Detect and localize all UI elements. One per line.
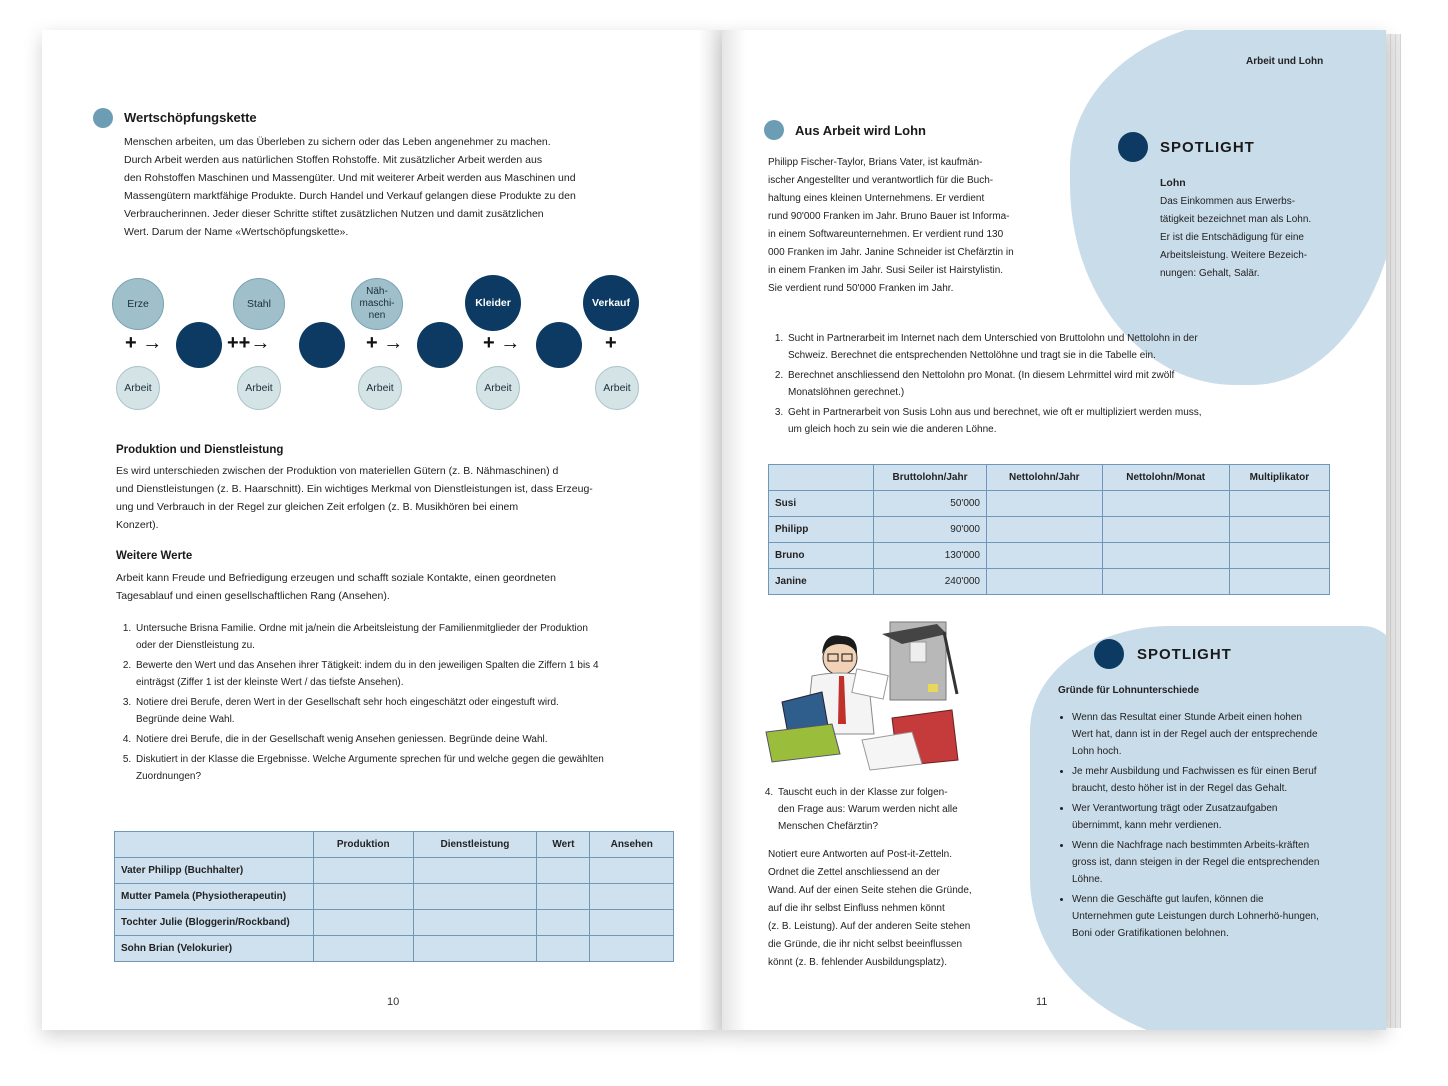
text-line: haltung eines kleinen Unternehmens. Er verdient [768,193,985,204]
section-title: Wertschöpfungskette [124,110,257,125]
table-cell[interactable] [1229,569,1329,595]
list-item: • Wenn die Nachfrage nach bestimmten Arbeits-kräften gross ist, dann steigen in der Regel die entsprechenden Löhne. [1072,837,1324,888]
task-item: 2. Berechnet anschliessend den Nettolohn pro Monat. (In diesem Lehrmittel wird mit zwölf Monatslöhnen gerechnet.) [786,367,1216,401]
table-cell[interactable] [1102,569,1229,595]
gross-salary: 240'000 [874,569,987,595]
text-line: tätigkeit bezeichnet man als Lohn. [1160,214,1312,225]
table-cell[interactable] [1102,517,1229,543]
intro-line: Wert. Darum der Name «Wertschöpfungskette». [124,226,349,238]
text-line: Tagesablauf und einen gesellschaftlichen Rang (Ansehen). [116,590,390,602]
chain-top-circle: Kleider [465,275,521,331]
task-item: 1. Untersuche Brisna Familie. Ordne mit ja/nein die Arbeitsleistung der Familienmitglieder der Produktion oder der Dienstleistung zu. [134,620,604,654]
text-line: Arbeitsleistung. Weitere Bezeich- [1160,250,1308,261]
row-label: Vater Philipp (Buchhalter) [115,858,314,884]
green-folder [766,724,840,762]
table-cell[interactable] [1102,543,1229,569]
chain-work-circle: Arbeit [237,366,281,410]
chain-work-circle: Arbeit [476,366,520,410]
table-cell[interactable] [1102,491,1229,517]
table-cell[interactable] [987,517,1103,543]
table-header: Nettolohn/Jahr [987,465,1103,491]
task-item: 5. Diskutiert in der Klasse die Ergebnisse. Welche Argumente sprechen für und welche gegen die gewählten Zuordnungen? [134,751,604,785]
table-cell[interactable] [987,543,1103,569]
table-row [769,569,1330,595]
text-line: Konzert). [116,519,159,531]
row-label: Susi [769,491,874,517]
chain-top-circle: Verkauf [583,275,639,331]
table-cell[interactable] [590,858,674,884]
row-label: Mutter Pamela (Physiotherapeutin) [115,884,314,910]
list-item: • Wenn die Geschäfte gut laufen, können die Unternehmen gute Leistungen durch Lohnerhö-hungen, Boni oder Gratifikationen belohnen. [1072,891,1324,942]
table-cell[interactable] [413,910,537,936]
board-note [910,642,926,662]
chain-work-circle: Arbeit [595,366,639,410]
text-line: ischer Angestellter und verantwortlich für die Buch- [768,175,994,186]
table-header [769,465,874,491]
table-cell[interactable] [413,858,537,884]
table-row [115,884,674,910]
spotlight-dot [1094,639,1124,669]
reasons-list [1058,709,1324,945]
values-paragraph [116,569,676,605]
list-item: • Wer Verantwortung trägt oder Zusatzaufgaben übernimmt, kann mehr verdienen. [1072,800,1324,834]
spotlight-title: Gründe für Lohnunterschiede [1058,685,1200,696]
intro-line: Verbraucherinnen. Jeder dieser Schritte stiftet zusätzlichen Nutzen und damit zusätzlichen [124,208,544,220]
text-line: (z. B. Leistung). Auf der anderen Seite stehen [768,921,971,932]
table-cell[interactable] [590,910,674,936]
table-header [115,832,314,858]
table-row [769,543,1330,569]
row-label: Sohn Brian (Velokurier) [115,936,314,962]
text-line: Philipp Fischer-Taylor, Brians Vater, ist kaufmän- [768,157,983,168]
table-cell[interactable] [314,858,414,884]
text-line: Wand. Auf der einen Seite stehen die Gründe, [768,885,972,896]
list-item: • Je mehr Ausbildung und Fachwissen es für einen Beruf braucht, desto höher ist in der Regel das Gehalt. [1072,763,1324,797]
text-line: Sie verdient rund 50'000 Franken im Jahr. [768,283,954,294]
running-head: Arbeit und Lohn [1246,56,1324,67]
table-cell[interactable] [314,884,414,910]
spotlight-label: SPOTLIGHT [1137,646,1232,663]
table-cell[interactable] [537,910,590,936]
table-row [769,491,1330,517]
task-item [776,784,1008,835]
text-line: rund 90'000 Franken im Jahr. Bruno Bauer ist Informa- [768,211,1010,222]
values-title: Weitere Werte [116,550,193,562]
gross-salary: 90'000 [874,517,987,543]
spotlight-text [1160,193,1330,283]
task-item: 2. Bewerte den Wert und das Ansehen ihrer Tätigkeit: indem du in den jeweiligen Spalten die Ziffern 1 bis 4 einträgst (Ziffer 1 ist der kleinste Wert / das tiefste Ansehen). [134,657,604,691]
table-cell[interactable] [537,858,590,884]
text-line: und Dienstleistungen (z. B. Haarschnitt). Ein wichtiges Merkmal von Dienstleistungen ist, dass Erzeug- [116,483,593,495]
chain-top-circle: Näh- maschi- nen [351,278,403,330]
plus-icon: + [605,332,617,354]
salary-table [768,464,1330,595]
text-line: Menschen Chefärztin? [778,821,879,832]
spotlight-term: Lohn [1160,177,1186,189]
table-cell[interactable] [590,884,674,910]
row-label: Tochter Julie (Bloggerin/Rockband) [115,910,314,936]
text-line: Arbeit kann Freude und Befriedigung erzeugen und schafft soziale Kontakte, einen geordneten [116,572,556,584]
task-item: 3. Notiere drei Berufe, deren Wert in der Gesellschaft sehr hoch eingeschätzt oder eingestuft wird. Begründe deine Wahl. [134,694,604,728]
plus-arrow-icon: + → [125,332,163,354]
family-work-table [114,831,674,962]
section-title: Aus Arbeit wird Lohn [795,123,926,138]
production-title: Produktion und Dienstleistung [116,444,284,456]
task-list [116,620,604,788]
text-line: die Gründe, die ihr nicht selbst beeinflussen [768,939,963,950]
chain-work-circle: Arbeit [116,366,160,410]
text-line: in einem Franken im Jahr. Susi Seiler ist Hairstylistin. [768,265,1004,276]
table-cell[interactable] [537,884,590,910]
sticky-note [928,684,938,692]
task-list [768,330,1216,441]
row-label: Janine [769,569,874,595]
text-line: Ordnet die Zettel anschliessend an der [768,867,940,878]
right-page [722,30,1386,1030]
table-row [115,858,674,884]
text-line: Er ist die Entschädigung für eine [1160,232,1304,243]
task-item: 3. Geht in Partnerarbeit von Susis Lohn aus und berechnet, wie oft er multipliziert werden muss, um gleich hoch zu sein wie die anderen Löhne. [786,404,1216,438]
chain-product-circle [299,322,345,368]
table-cell[interactable] [1229,517,1329,543]
text-line: Das Einkommen aus Erwerbs- [1160,196,1296,207]
row-label: Bruno [769,543,874,569]
table-header: Bruttolohn/Jahr [874,465,987,491]
text-line: Notiert eure Antworten auf Post-it-Zetteln. [768,849,952,860]
gross-salary: 50'000 [874,491,987,517]
intro-line: Menschen arbeiten, um das Überleben zu sichern oder das Leben angenehmer zu machen. [124,136,551,148]
section-bullet-dot [764,120,784,140]
table-cell[interactable] [413,884,537,910]
table-header-row [769,465,1330,491]
spotlight-dot [1118,132,1148,162]
table-cell[interactable] [1229,543,1329,569]
table-header: Dienstleistung [413,832,537,858]
chain-product-circle [417,322,463,368]
chain-work-circle: Arbeit [358,366,402,410]
intro-line: Massengütern marktfähige Produkte. Durch Handel und Verkauf gelangen diese Produkte zu den [124,190,576,202]
value-chain-diagram [42,30,722,450]
chain-product-circle [176,322,222,368]
text-line: Es wird unterschieden zwischen der Produktion von materiellen Gütern (z. B. Nähmaschinen) d [116,465,559,477]
spotlight-label: SPOTLIGHT [1160,139,1255,156]
table-cell[interactable] [1229,491,1329,517]
table-row [115,936,674,962]
plus-arrow-icon: + → [366,332,404,354]
task-item: 1. Sucht in Partnerarbeit im Internet nach dem Unterschied von Bruttolohn und Nettolohn in der Schweiz. Berechnet die entsprechenden Nettolöhne und tragt sie in die Tabelle ein. [786,330,1216,364]
gross-salary: 130'000 [874,543,987,569]
table-header: Multiplikator [1229,465,1329,491]
table-cell[interactable] [987,569,1103,595]
accountant-illustration [762,614,982,774]
table-cell[interactable] [314,910,414,936]
table-header: Ansehen [590,832,674,858]
task-list-4 [758,784,1008,838]
table-cell[interactable] [413,936,537,962]
table-header: Wert [537,832,590,858]
text-line: den Frage aus: Warum werden nicht alle [778,804,958,815]
table-row [115,910,674,936]
table-header-row [115,832,674,858]
table-header: Produktion [314,832,414,858]
chain-top-circle: Erze [112,278,164,330]
text-line: ung und Verbrauch in der Regel zur gleichen Zeit erfolgen (z. B. Musikhören bei einem [116,501,519,513]
text-line: könnt (z. B. fehlender Ausbildungsplatz). [768,957,947,968]
left-page [42,30,722,1030]
plus-arrow-icon: ++→ [227,332,271,354]
notes-paragraph [768,846,1000,972]
gutter-shadow [722,30,746,1030]
text-line: nungen: Gehalt, Salär. [1160,268,1260,279]
production-paragraph [116,462,676,534]
table-cell[interactable] [987,491,1103,517]
table-cell[interactable] [314,936,414,962]
list-item: • Wenn das Resultat einer Stunde Arbeit einen hohen Wert hat, dann ist in der Regel auch der entsprechende Lohn hoch. [1072,709,1324,760]
documents [862,732,922,770]
text-line: in einem Softwareunternehmen. Er verdient rund 130 [768,229,1004,240]
row-label: Philipp [769,517,874,543]
plus-arrow-icon: + → [483,332,521,354]
text-line: 000 Franken im Jahr. Janine Schneider ist Chefärztin in [768,247,1014,258]
table-header: Nettolohn/Monat [1102,465,1229,491]
text-line: 4. Tauscht euch in der Klasse zur folgen- [778,787,948,798]
intro-line: den Rohstoffen Maschinen und Massengüter. Und mit weiterer Arbeit werden aus Maschinen und [124,172,576,184]
table-row [769,517,1330,543]
table-cell[interactable] [537,936,590,962]
chain-top-circle: Stahl [233,278,285,330]
intro-paragraph [768,154,1030,298]
task-item: 4. Notiere drei Berufe, die in der Gesellschaft wenig Ansehen geniessen. Begründe deine Wahl. [134,731,604,748]
page-number: 10 [387,996,400,1008]
page-number: 11 [1036,996,1048,1008]
chain-product-circle [536,322,582,368]
text-line: auf die ihr selbst Einfluss nehmen könnt [768,903,945,914]
table-cell[interactable] [590,936,674,962]
intro-line: Durch Arbeit werden aus natürlichen Stoffen Rohstoffe. Mit zusätzlicher Arbeit werden aus [124,154,543,166]
